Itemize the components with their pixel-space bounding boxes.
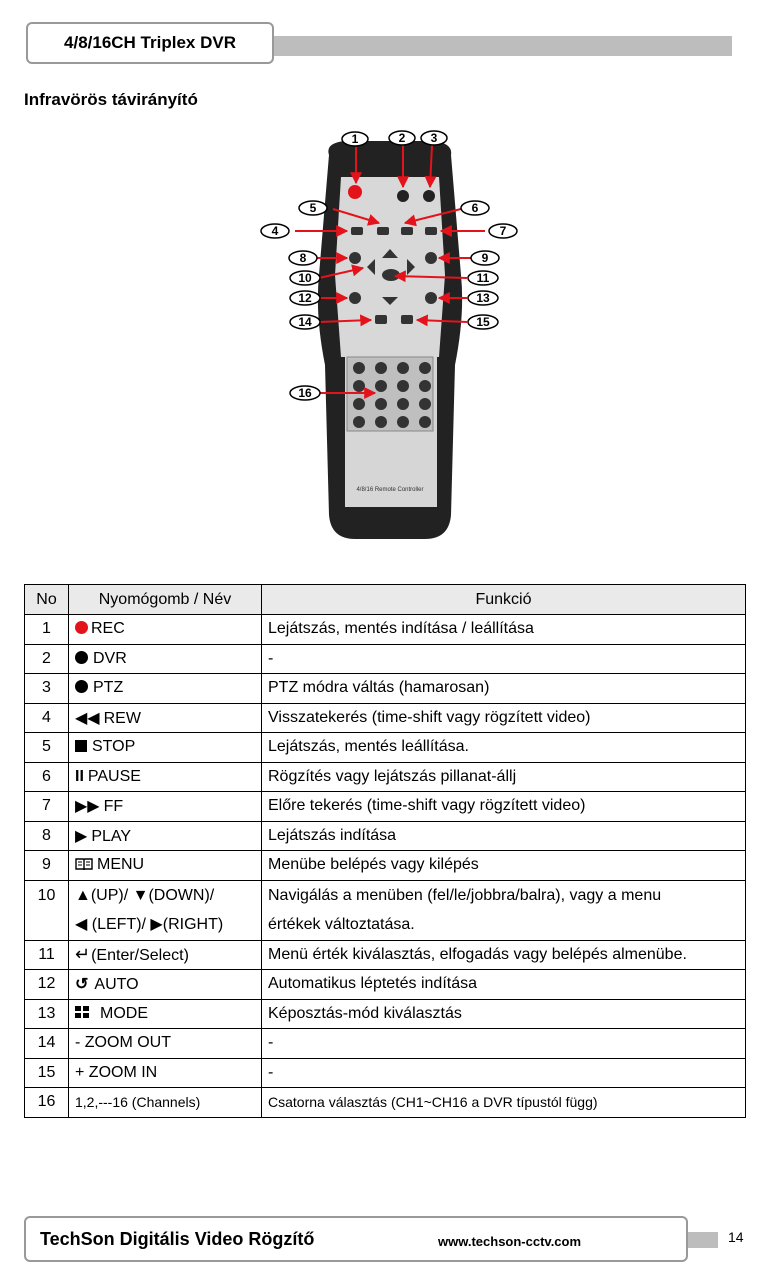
rec-dot-icon: [75, 621, 88, 634]
row-name: MENU: [69, 851, 262, 881]
row-function: Menübe belépés vagy kilépés: [262, 851, 746, 881]
row-function: -: [262, 1058, 746, 1088]
table-row: [25, 999, 746, 1029]
row-function: Lejátszás indítása: [262, 821, 746, 851]
callout-5: 5: [309, 201, 317, 215]
callout-13: 13: [476, 291, 490, 305]
row-no: 13: [25, 999, 69, 1029]
header-bar: [270, 36, 732, 56]
row-name: STOP: [69, 733, 262, 763]
callout-10: 10: [298, 271, 312, 285]
table-row: [25, 615, 746, 645]
row-no: 6: [25, 762, 69, 792]
row-function: Menü érték kiválasztás, elfogadás vagy belépés almenübe.: [262, 940, 746, 970]
row-name: ↺ AUTO: [69, 970, 262, 1000]
row-no: 12: [25, 970, 69, 1000]
page-number: 14: [728, 1229, 744, 1245]
table-row: [25, 821, 746, 851]
pause-icon: II: [75, 767, 84, 785]
callout-6: 6: [471, 201, 479, 215]
row-no: 1: [25, 615, 69, 645]
callout-1: 1: [351, 132, 359, 146]
row-name: - ZOOM OUT: [69, 1029, 262, 1059]
down-arrow-icon: ▼: [132, 887, 149, 904]
footer-bar: [684, 1232, 718, 1248]
footer-title: TechSon Digitális Video Rögzítő: [40, 1229, 315, 1249]
header-title: 4/8/16CH Triplex DVR: [26, 22, 274, 64]
stop-icon: [75, 740, 87, 752]
table-row: [25, 762, 746, 792]
row-no: 7: [25, 792, 69, 822]
callout-14: 14: [298, 315, 312, 329]
footer: [24, 1216, 688, 1262]
row-no: 4: [25, 703, 69, 733]
filled-circle-icon: [75, 651, 88, 664]
row-no: 5: [25, 733, 69, 763]
table-row: [25, 1029, 746, 1059]
table-row: [25, 851, 746, 881]
remote-illustration: [255, 125, 525, 545]
enter-icon: ↵: [75, 944, 91, 965]
callout-7: 7: [499, 224, 507, 238]
row-name: ↵(Enter/Select): [69, 940, 262, 970]
rewind-icon: ◀◀: [75, 709, 100, 727]
callout-9: 9: [481, 251, 489, 265]
row-name: REC: [69, 615, 262, 645]
callout-11: 11: [476, 271, 490, 285]
col-header-name: Nyomógomb / Név: [69, 585, 262, 615]
row-no: 11: [25, 940, 69, 970]
book-icon: [75, 856, 93, 874]
row-function: Lejátszás, mentés leállítása.: [262, 733, 746, 763]
row-name: 1,2,---16 (Channels): [69, 1088, 262, 1118]
row-function: PTZ módra váltás (hamarosan): [262, 674, 746, 704]
row-function: Lejátszás, mentés indítása / leállítása: [262, 615, 746, 645]
row-name: PTZ: [69, 674, 262, 704]
callout-2: 2: [398, 131, 406, 145]
row-no: 15: [25, 1058, 69, 1088]
up-arrow-icon: ▲: [75, 887, 91, 904]
row-name: MODE: [69, 999, 262, 1029]
fast-forward-icon: ▶▶: [75, 798, 100, 816]
callout-16: 16: [298, 386, 312, 400]
row-name: ▶▶ FF: [69, 792, 262, 822]
right-arrow-icon: ▶: [150, 916, 163, 933]
refresh-icon: ↺: [75, 976, 89, 994]
row-no: 9: [25, 851, 69, 881]
col-header-function: Funkció: [262, 585, 746, 615]
section-title: Infravörös távirányító: [24, 90, 198, 109]
table-row: [25, 792, 746, 822]
table-row: [25, 880, 746, 940]
row-function: Előre tekerés (time-shift vagy rögzített video): [262, 792, 746, 822]
row-function: Visszatekerés (time-shift vagy rögzített video): [262, 703, 746, 733]
row-no: 10: [25, 880, 69, 940]
callout-4: 4: [271, 224, 279, 238]
table-row: [25, 970, 746, 1000]
table-row: [25, 703, 746, 733]
filled-circle-icon: [75, 680, 88, 693]
footer-url: www.techson-cctv.com: [438, 1234, 582, 1249]
row-name: DVR: [69, 644, 262, 674]
row-name: + ZOOM IN: [69, 1058, 262, 1088]
remote-label: 4/8/16 Remote Controller: [356, 487, 424, 493]
row-name: II PAUSE: [69, 762, 262, 792]
table-row: [25, 733, 746, 763]
row-no: 3: [25, 674, 69, 704]
row-function: Automatikus léptetés indítása: [262, 970, 746, 1000]
row-function: -: [262, 644, 746, 674]
callout-12: 12: [298, 291, 312, 305]
row-no: 2: [25, 644, 69, 674]
row-no: 8: [25, 821, 69, 851]
row-name: ▶ PLAY: [69, 821, 262, 851]
row-no: 16: [25, 1088, 69, 1118]
row-no: 14: [25, 1029, 69, 1059]
table-row: [25, 644, 746, 674]
row-name: ▲(UP)/ ▼(DOWN)/ ◀ (LEFT)/ ▶(RIGHT): [69, 880, 262, 940]
left-arrow-icon: ◀: [75, 916, 92, 933]
row-name: ◀◀ REW: [69, 703, 262, 733]
table-row: [25, 940, 746, 970]
row-function: Rögzítés vagy lejátszás pillanat-állj: [262, 762, 746, 792]
row-function: Képosztás-mód kiválasztás: [262, 999, 746, 1029]
table-row: [25, 674, 746, 704]
quad-grid-icon: [75, 1006, 90, 1019]
callout-3: 3: [430, 131, 438, 145]
play-icon: ▶: [75, 827, 88, 845]
callout-8: 8: [299, 251, 307, 265]
table-row: [25, 1088, 746, 1118]
table-row: [25, 1058, 746, 1088]
row-function: Navigálás a menüben (fel/le/jobbra/balra), vagy a menu értékek változtatása.: [262, 880, 746, 940]
row-function: -: [262, 1029, 746, 1059]
callout-15: 15: [476, 315, 490, 329]
table-header-row: [25, 585, 746, 615]
row-function: Csatorna választás (CH1~CH16 a DVR típustól függ): [262, 1088, 746, 1118]
col-header-no: No: [25, 585, 69, 615]
function-table: [24, 584, 746, 1118]
